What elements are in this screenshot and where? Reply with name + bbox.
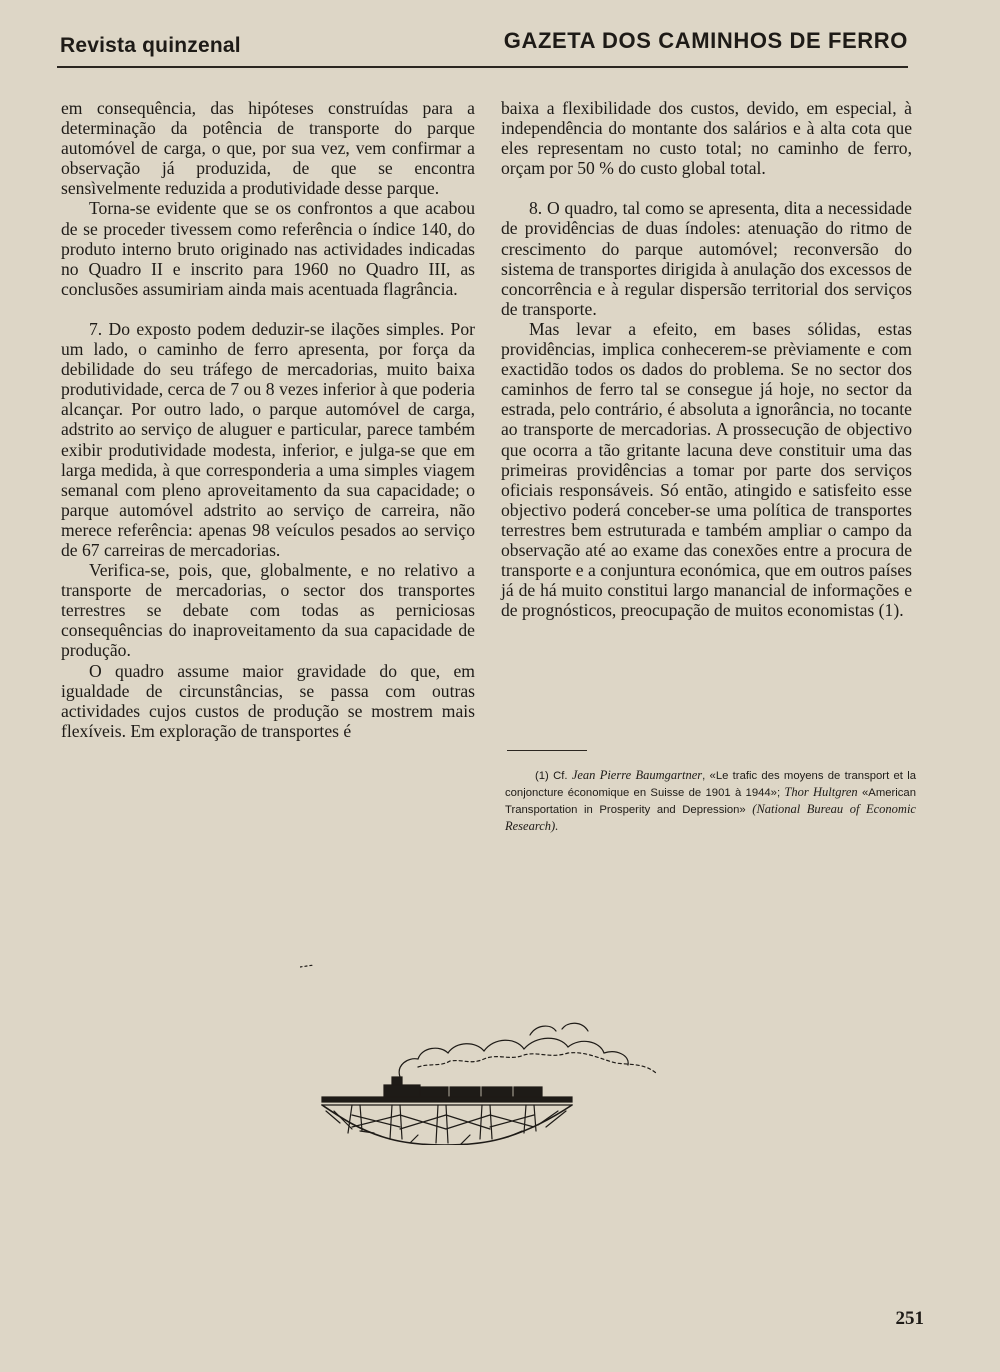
paragraph: O quadro assume maior gravidade do que, em igualdade de circunstâncias, se passa com outras actividades cujos custos de produção se mostrem mais flexíveis. Em exploração de transportes é: [61, 660, 475, 741]
left-column: [61, 98, 475, 741]
footnote-source: (National Bureau of Economic Research).: [505, 802, 916, 833]
paragraph: 7. Do exposto podem deduzir-se ilações simples. Por um lado, o caminho de ferro apresenta, por força da debilidade do seu tráfego de mercadorias, muito baixa produtividade, cerca de 7 ou 8 vezes inferior à que poderia alcançar. Por outro lado, o parque automóvel de carga, adstrito ao serviço de aluguer e particular, parece também exibir produtividade modesta, inferior, e julga-se que em larga medida, à que corresponderia a uma simples viagem semanal com pleno aproveitamento da sua capacidade; o parque automóvel adstrito ao serviço de carreira, não merece referência: apenas 98 veículos pesados ao serviço de 67 carreiras de mercadorias.: [61, 318, 475, 560]
train-on-viaduct-icon: [300, 955, 680, 1145]
paragraph: 8. O quadro, tal como se apresenta, dita a necessidade de providências de duas índoles: atenuação do ritmo de crescimento do parque automóvel; reconversão do sistema de transportes dirigida à anulação dos excessos de concorrência e à regular dispersão territorial dos serviços de transporte.: [501, 198, 912, 319]
header-right: GAZETA DOS CAMINHOS DE FERRO: [503, 28, 908, 53]
footnote: [505, 767, 916, 835]
header-rule: [57, 66, 908, 68]
footnote-author: Jean Pierre Baumgartner: [571, 768, 703, 782]
header-left: Revista quinzenal: [60, 34, 241, 57]
paragraph: Verifica-se, pois, que, globalmente, e no relativo a transporte de mercadorias, o sector dos transportes terrestres se debate com todas as perniciosas consequências do inaproveitamento da sua capacidade de produção.: [61, 560, 475, 661]
footnote-marker: (1) Cf.: [535, 770, 568, 782]
footnote-rule: [507, 750, 587, 751]
paragraph: baixa a flexibilidade dos custos, devido, em especial, à independência do montante dos salários e à alta cota que eles representam no custo total; no caminho de ferro, orçam por 50 % do custo global total.: [501, 98, 912, 179]
paragraph: Mas levar a efeito, em bases sólidas, estas providências, implica conhecerem-se prèviamente e com exactidão todos os dados do problema. Se no sector dos caminhos de ferro tal se consegue já hoje, no sector da estrada, pelo contrário, é absoluta a ignorância, no tocante ao transporte de mercadorias. A prossecução de objectivo que ocorra a tão gritante lacuna deve constituir uma das primeiras providências a tomar por parte dos serviços oficiais responsáveis. Só então, atingido e satisfeito esse objectivo poderá conceber-se uma política de transportes terrestres bem estruturada e também ampliar o campo da observação até ao exame das conexões entre a procura de transporte e a conjuntura económica, que em outros países já de há muito constitui largo manancial de informações e de prognósticos, preocupação de muitos economistas (1).: [501, 318, 912, 621]
page-number: 251: [895, 1308, 924, 1329]
paragraph: Torna-se evidente que se os confrontos a que acabou de se proceder tivessem como referência o índice 140, do produto interno bruto originado nas actividades indicadas no Quadro II e inscrito para 1960 no Quadro III, as conclusões assumiriam ainda mais acentuada flagrância.: [61, 198, 475, 299]
footnote-title: «American Transportation in Prosperity and Depression»: [505, 787, 916, 816]
right-column: [501, 98, 912, 620]
paragraph: em consequência, das hipóteses construídas para a determinação da potência de transporte do parque automóvel de carga, o que, por sua vez, vem confirmar a observação já produzida, de que se encontra sensìvelmente reduzida a produtividade desse parque.: [61, 98, 475, 199]
footnote-author: Thor Hultgren: [784, 785, 858, 799]
footnote-title: , «Le trafic des moyens de transport et la conjoncture économique en Suisse de 1901 à 1944»;: [505, 770, 916, 799]
